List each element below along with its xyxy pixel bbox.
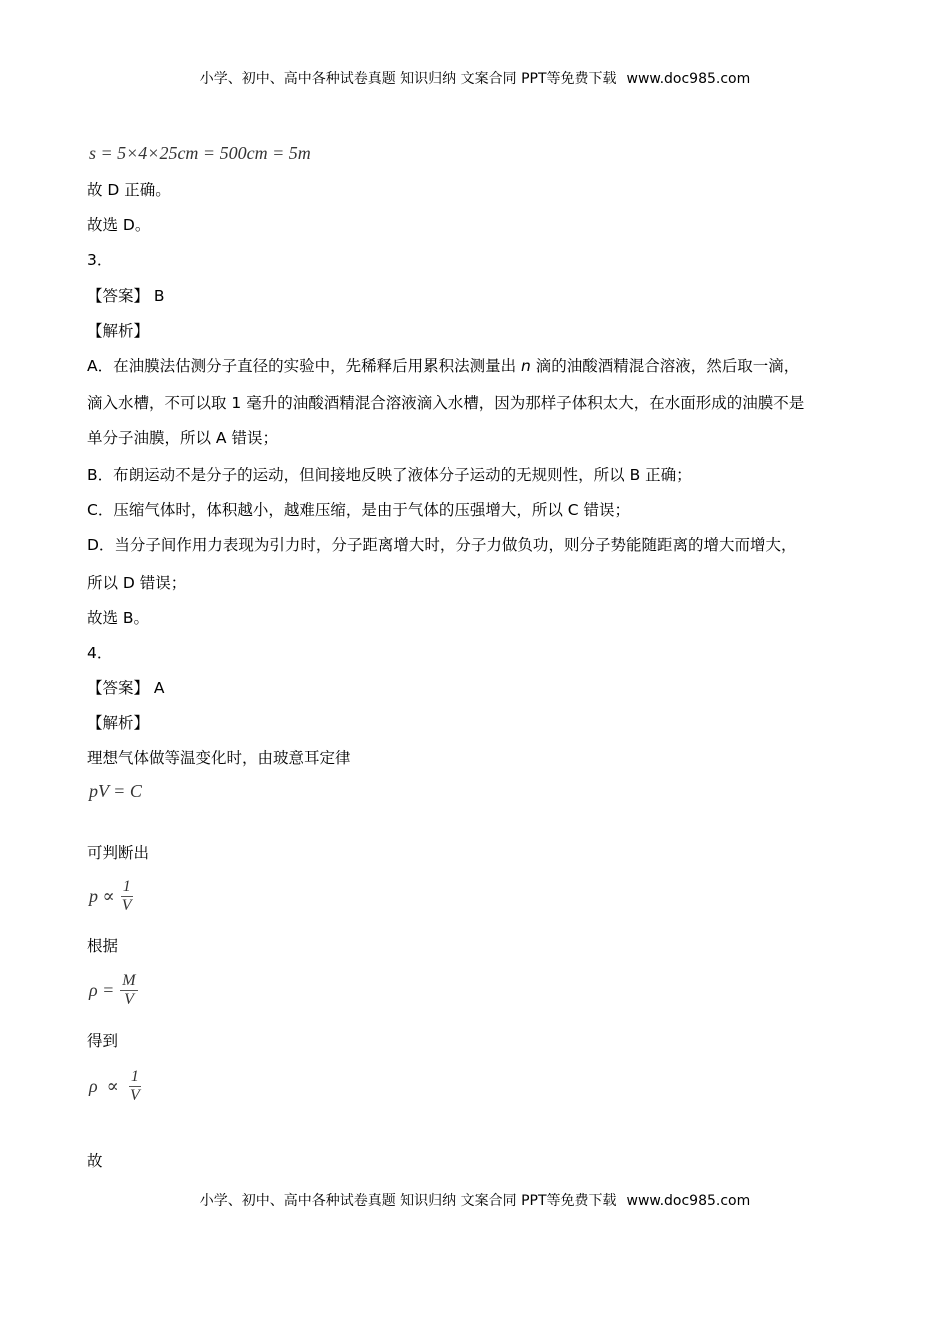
text: 滴的油酸酒精混合溶液，然后取一滴， (530, 357, 800, 375)
formula-lhs: p ∝ (89, 886, 115, 906)
answer-label: 【答案】 A (87, 679, 165, 697)
text-line: 理想气体做等温变化时，由玻意耳定律 (87, 749, 351, 767)
option-c: C．压缩气体时，体积越小，越难压缩，是由于气体的压强增大，所以 C 错误； (87, 501, 631, 519)
text-line: 根据 (87, 937, 119, 955)
formula-rho-proportional (89, 1068, 141, 1105)
header-text: 小学、初中、高中各种试卷真题 知识归纳 文案合同 PPT等免费下载 (199, 71, 617, 87)
analysis-label: 【解析】 (87, 714, 150, 732)
formula-p-proportional (89, 878, 133, 915)
numerator: 1 (130, 1068, 139, 1085)
footer-text: 小学、初中、高中各种试卷真题 知识归纳 文案合同 PPT等免费下载 (199, 1193, 617, 1209)
formula-distance: s = 5×4×25cm = 500cm = 5m (89, 143, 311, 163)
numerator: 1 (122, 878, 131, 895)
analysis-label: 【解析】 (87, 322, 150, 340)
text-line: 故选 D。 (87, 216, 151, 234)
denominator: V (129, 1087, 140, 1104)
denominator: V (124, 991, 134, 1008)
answer-label: 【答案】 B (87, 287, 165, 305)
text-line: 故 D 正确。 (87, 181, 171, 199)
formula-lhs: ρ ∝ (89, 1076, 119, 1096)
formula-boyle: pV = C (89, 781, 142, 801)
formula-density (89, 972, 138, 1009)
text-line: 故 (87, 1152, 103, 1170)
option-a-line2: 滴入水槽，不可以取 1 毫升的油酸酒精混合溶液滴入水槽，因为那样子体积太大，在水面形成的油膜不是 (87, 394, 805, 412)
text-line: 故选 B。 (87, 609, 150, 627)
question-number: 3． (87, 251, 113, 269)
header-url[interactable]: www.doc985.com (626, 71, 751, 87)
footer-url[interactable]: www.doc985.com (626, 1193, 751, 1209)
page-header (0, 68, 950, 88)
text-line: 可判断出 (87, 844, 150, 862)
option-a-line1 (87, 356, 799, 376)
option-b: B．布朗运动不是分子的运动，但间接地反映了液体分子运动的无规则性，所以 B 正确； (87, 466, 692, 484)
text: A．在油膜法估测分子直径的实验中，先稀释后用累积法测量出 (87, 357, 522, 375)
option-a-line3: 单分子油膜，所以 A 错误； (87, 429, 278, 447)
page-footer (0, 1190, 950, 1210)
text-line: 得到 (87, 1032, 119, 1050)
formula-lhs: ρ = (89, 980, 115, 1000)
denominator: V (121, 897, 132, 914)
option-d-line2: 所以 D 错误； (87, 574, 187, 592)
numerator: M (122, 972, 136, 989)
question-number: 4． (87, 644, 113, 662)
variable-n: n (521, 357, 531, 375)
option-d-line1: D．当分子间作用力表现为引力时，分子距离增大时，分子力做负功，则分子势能随距离的增大而增大， (87, 536, 797, 554)
